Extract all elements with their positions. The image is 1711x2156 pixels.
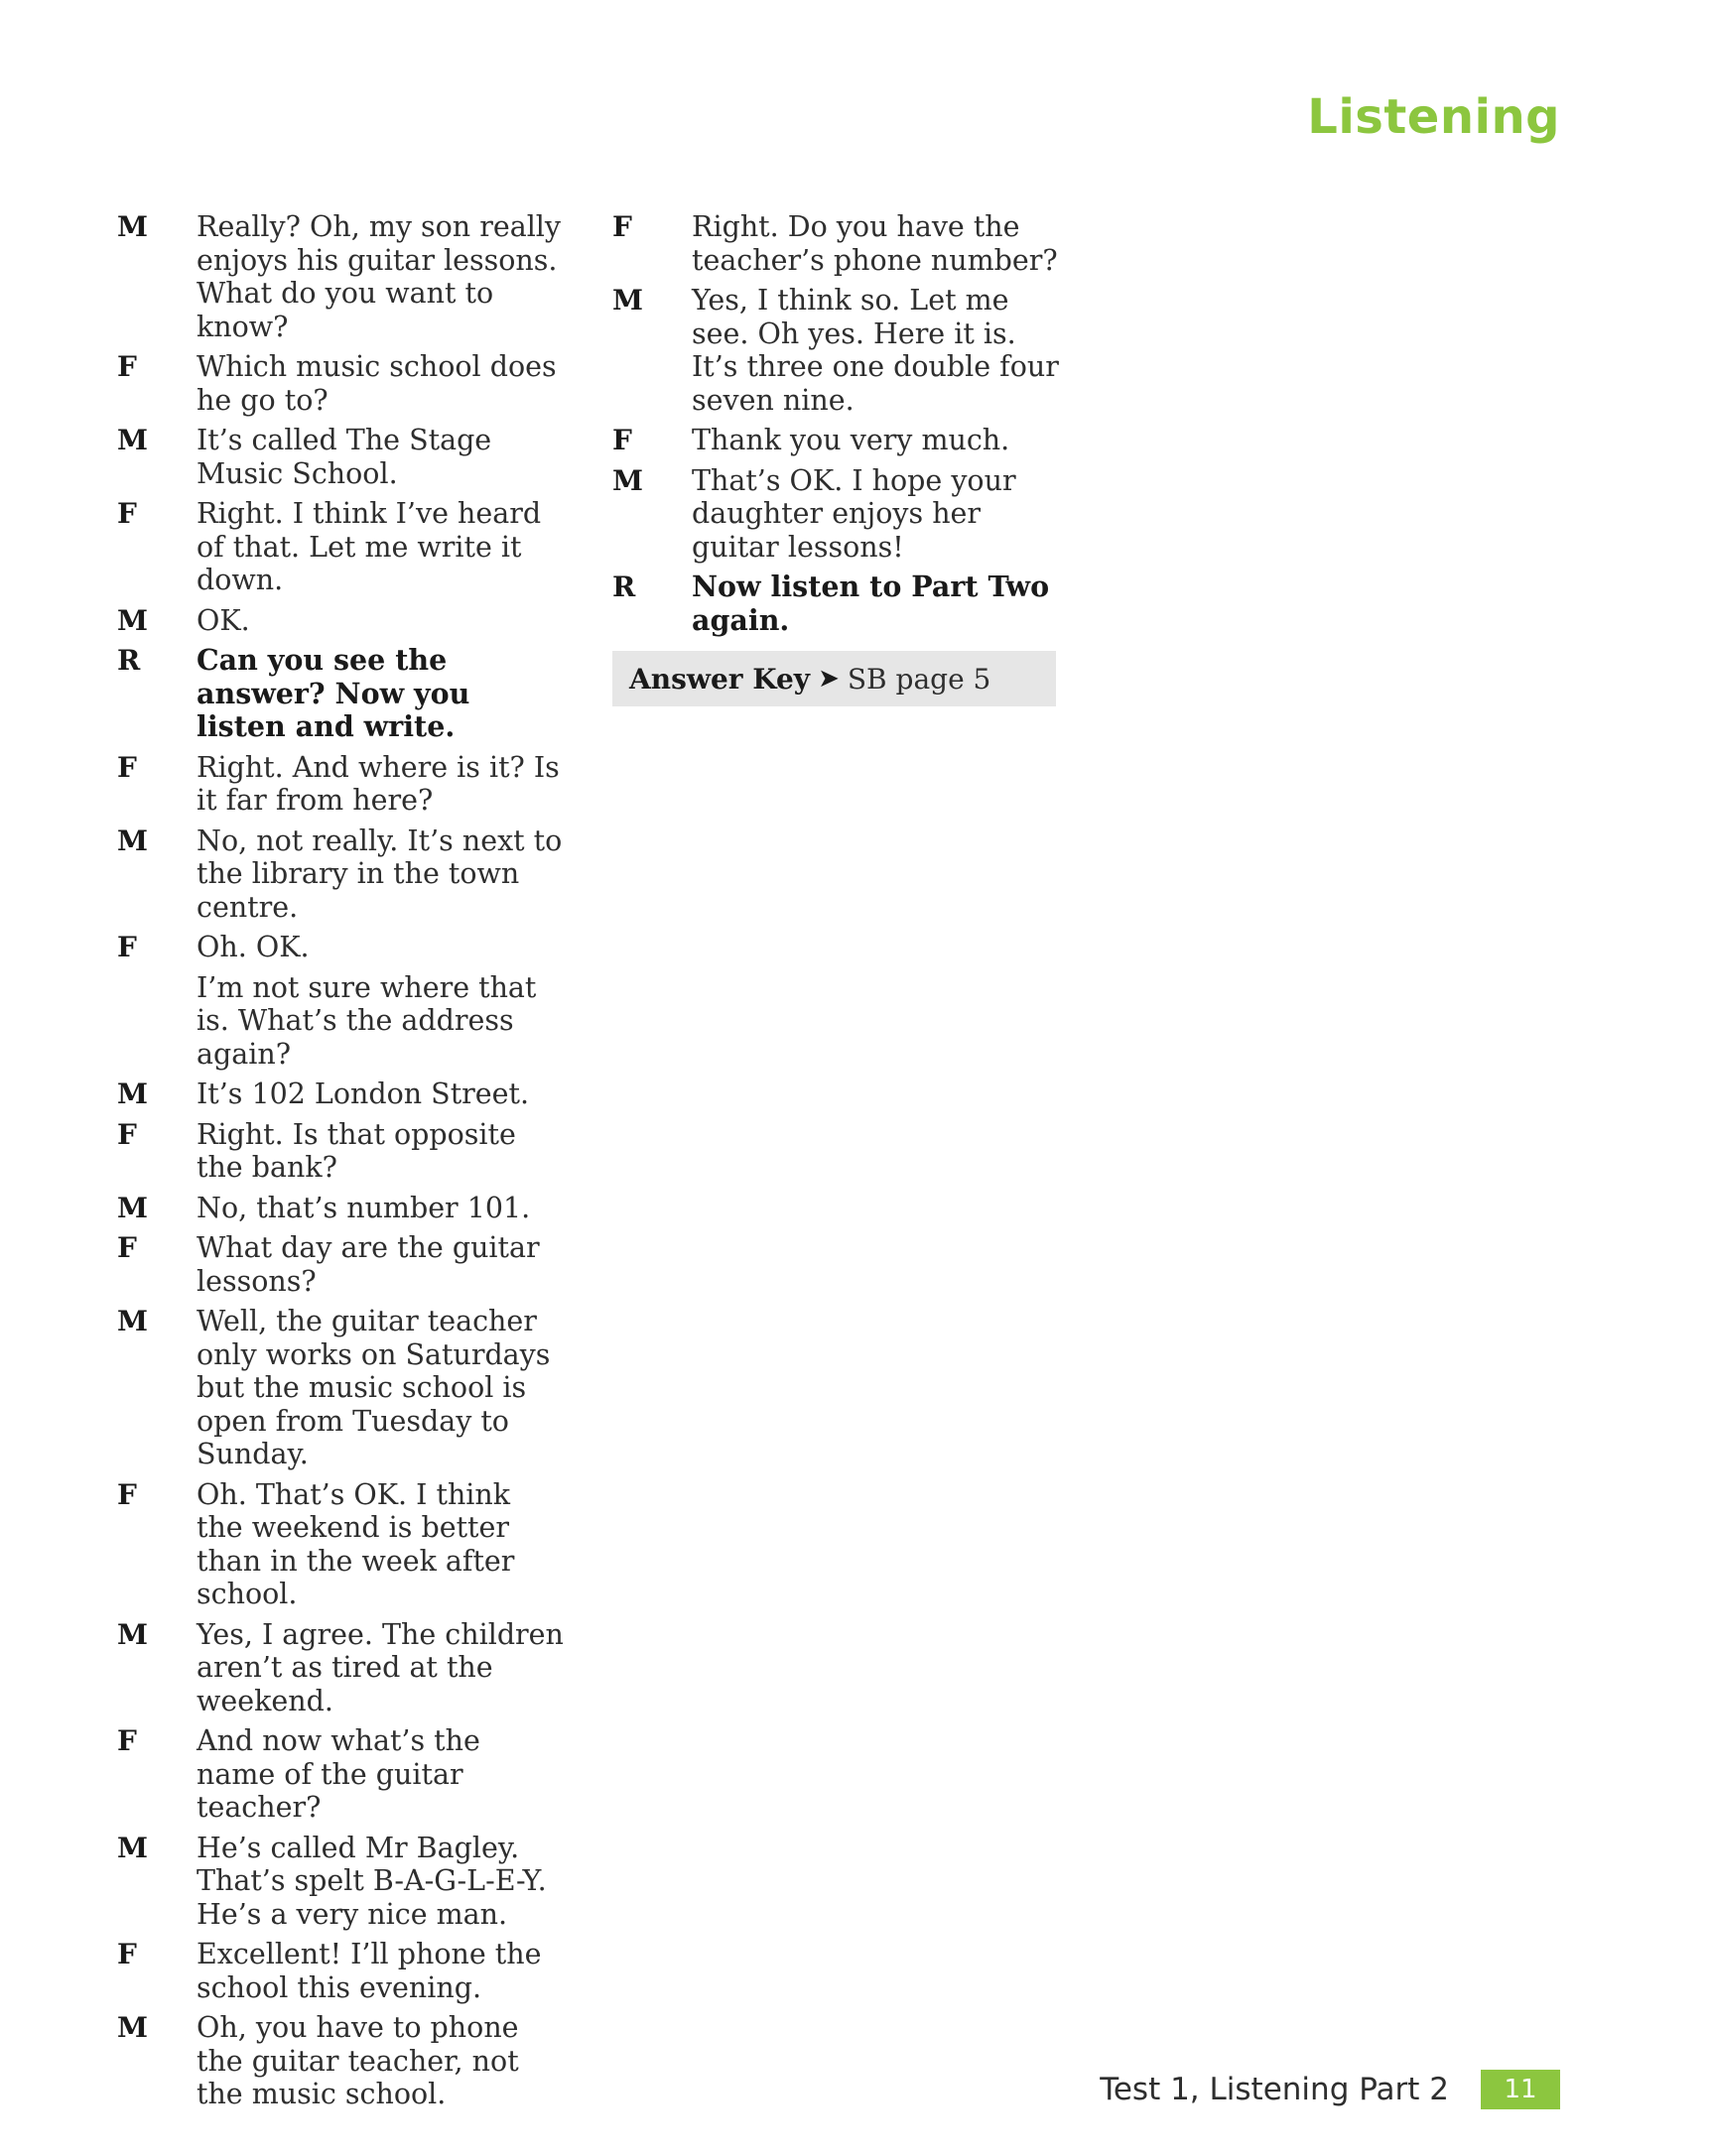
transcript-right-column — [612, 210, 1059, 706]
transcript-line — [612, 424, 1059, 457]
transcript-line — [117, 971, 564, 1072]
dialogue-text: Oh. That’s OK. I think the weekend is better than in the week after school. — [197, 1477, 515, 1610]
transcript-line — [612, 284, 1059, 417]
transcript-line — [117, 1832, 564, 1932]
transcript-left-column — [117, 210, 564, 2118]
transcript-line — [117, 1478, 564, 1611]
dialogue-text: It’s called The Stage Music School. — [197, 424, 492, 490]
dialogue-text: He’s called Mr Bagley. That’s spelt B-A-G-L-E-Y. He’s a very nice man. — [197, 1831, 547, 1931]
transcript-line — [117, 2011, 564, 2111]
speaker-label: M — [117, 603, 148, 637]
dialogue-text: Well, the guitar teacher only works on Saturdays but the music school is open from Tuesday to Sunday. — [197, 1305, 551, 1470]
transcript-line — [612, 210, 1059, 277]
page-section-title: Listening — [1307, 89, 1560, 145]
speaker-label: F — [612, 210, 632, 243]
speaker-label: M — [117, 424, 148, 456]
speaker-label: M — [117, 1191, 148, 1224]
speaker-label: F — [117, 1724, 137, 1757]
dialogue-text: Excellent! I’ll phone the school this evening. — [197, 1938, 542, 2004]
transcript-line — [117, 751, 564, 818]
speaker-label: F — [117, 350, 137, 383]
transcript-line — [117, 644, 564, 744]
transcript-line — [117, 424, 564, 490]
speaker-label: M — [612, 284, 643, 317]
speaker-label: M — [117, 1831, 148, 1864]
transcript-line — [117, 210, 564, 343]
dialogue-text: That’s OK. I hope your daughter enjoys her guitar lessons! — [692, 463, 1016, 564]
speaker-label: F — [117, 1938, 137, 1970]
speaker-label: M — [117, 2011, 148, 2044]
speaker-label: M — [117, 1305, 148, 1337]
transcript-line — [117, 497, 564, 597]
dialogue-text: Right. And where is it? Is it far from here? — [197, 750, 560, 817]
dialogue-text: Right. Do you have the teacher’s phone number? — [692, 210, 1058, 277]
dialogue-text: Yes, I think so. Let me see. Oh yes. Here it is. It’s three one double four seven nine. — [692, 284, 1059, 417]
transcript-line — [117, 931, 564, 964]
transcript-line — [117, 1192, 564, 1225]
dialogue-text: What day are the guitar lessons? — [197, 1231, 540, 1298]
transcript-line — [117, 1305, 564, 1471]
transcript-line — [117, 350, 564, 417]
dialogue-text: No, not really. It’s next to the library in the town centre. — [197, 824, 563, 924]
arrow-right-icon: ➤ — [818, 664, 840, 694]
transcript-line — [117, 1938, 564, 2004]
transcript-line — [117, 1078, 564, 1111]
speaker-label: M — [117, 824, 148, 857]
speaker-label: F — [612, 424, 632, 456]
speaker-label: M — [117, 1078, 148, 1110]
dialogue-text: It’s 102 London Street. — [197, 1078, 530, 1110]
answer-key-label: Answer Key — [629, 662, 811, 696]
speaker-label: F — [117, 931, 137, 963]
transcript-line — [117, 1118, 564, 1185]
transcript-line — [117, 824, 564, 925]
dialogue-text: And now what’s the name of the guitar teacher? — [197, 1724, 480, 1824]
speaker-label: F — [117, 1117, 137, 1151]
speaker-label: M — [117, 1617, 148, 1651]
speaker-label: F — [117, 1477, 137, 1511]
dialogue-text: I’m not sure where that is. What’s the address again? — [197, 970, 537, 1071]
speaker-label: F — [117, 497, 137, 530]
speaker-label: F — [117, 1231, 137, 1264]
speaker-label: M — [117, 210, 148, 243]
dialogue-text: Oh, you have to phone the guitar teacher, not the music school. — [197, 2011, 519, 2110]
transcript-line — [117, 1724, 564, 1825]
speaker-label: F — [117, 750, 137, 784]
speaker-label: R — [612, 571, 636, 603]
speaker-label: R — [117, 644, 141, 677]
page-number: 11 — [1481, 2070, 1560, 2109]
dialogue-text: Which music school does he go to? — [197, 350, 557, 417]
transcript-line — [612, 571, 1059, 637]
transcript-line — [117, 604, 564, 638]
transcript-line — [612, 464, 1059, 565]
dialogue-text: Oh. OK. — [197, 931, 310, 963]
transcript-line — [117, 1231, 564, 1298]
dialogue-text: Yes, I agree. The children aren’t as tired at the weekend. — [197, 1617, 564, 1717]
dialogue-text: OK. — [197, 603, 250, 637]
answer-key-box — [612, 651, 1056, 706]
dialogue-text: Right. Is that opposite the bank? — [197, 1117, 516, 1184]
dialogue-text: Thank you very much. — [692, 424, 1010, 456]
dialogue-text: No, that’s number 101. — [197, 1191, 531, 1224]
instruction-text: Can you see the answer? Now you listen and write. — [197, 643, 470, 743]
footer-section-label: Test 1, Listening Part 2 — [1100, 2072, 1449, 2107]
instruction-text: Now listen to Part Two again. — [692, 570, 1050, 637]
page-footer — [1100, 2070, 1560, 2109]
transcript-line — [117, 1618, 564, 1718]
dialogue-text: Really? Oh, my son really enjoys his guitar lessons. What do you want to know? — [197, 210, 562, 343]
answer-key-reference: SB page 5 — [847, 662, 991, 696]
speaker-label: M — [612, 463, 643, 497]
dialogue-text: Right. I think I’ve heard of that. Let me write it down. — [197, 497, 542, 596]
